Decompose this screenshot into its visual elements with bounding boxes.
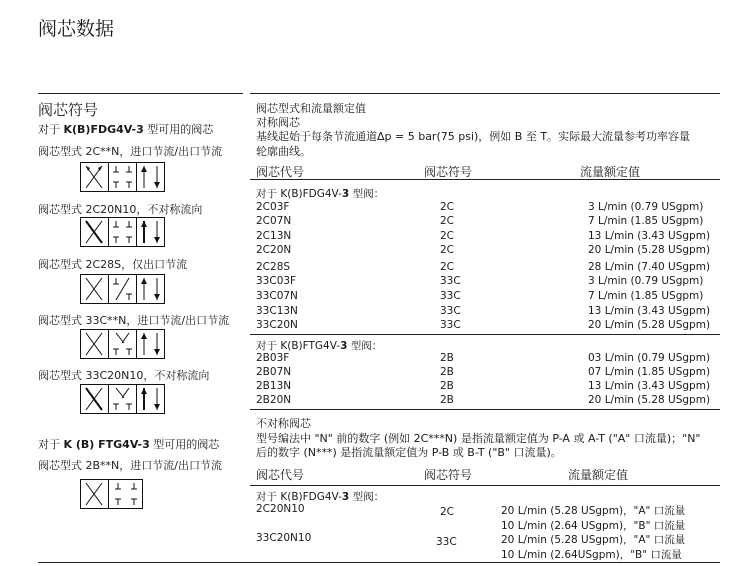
spool-label-2c: 阀芯型式 2C**N，进口节流/出口节流 bbox=[38, 145, 223, 158]
asym-line-1: 型号编法中 "N" 前的数字 (例如 2C***N) 是指流量额定值为 P-A 或 A-T ("A" 口流量)；"N" bbox=[256, 432, 701, 445]
table-cell: 07 L/min (1.85 USgpm) bbox=[588, 366, 711, 378]
table-cell: 13 L/min (3.43 USgpm) bbox=[588, 230, 711, 242]
valve-symbol-33c20n10-icon bbox=[80, 384, 165, 414]
spool-label-33c: 阀芯型式 33C**N，进口节流/出口节流 bbox=[38, 314, 230, 327]
table-cell: 20 L/min (5.28 USgpm) bbox=[588, 319, 711, 331]
table-cell: 2C bbox=[440, 230, 455, 242]
table-cell: 20 L/min (5.28 USgpm) bbox=[588, 244, 711, 256]
table-cell: 2B bbox=[440, 380, 454, 392]
table-cell: 7 L/min (1.85 USgpm) bbox=[588, 215, 704, 227]
table-cell: 2C bbox=[440, 201, 455, 213]
table-cell: 33C bbox=[440, 290, 461, 302]
valve-symbol-2c-icon bbox=[80, 162, 165, 192]
table-cell: 2B07N bbox=[256, 366, 292, 378]
table-cell: 10 L/min (2.64USgpm)，"B" 口流量 bbox=[501, 549, 682, 561]
table-cell: 2C03F bbox=[256, 201, 290, 213]
asym-header-code: 阀芯代号 bbox=[256, 468, 305, 482]
table-cell: 20 L/min (5.28 USgpm) bbox=[588, 394, 711, 406]
table-cell: 3 L/min (0.79 USgpm) bbox=[588, 275, 704, 287]
table-cell: 33C bbox=[440, 319, 461, 331]
asym-header-divider bbox=[250, 485, 720, 486]
table-cell: 20 L/min (5.28 USgpm)，"A" 口流量 bbox=[501, 534, 686, 546]
table-header-divider bbox=[250, 179, 720, 180]
group-divider bbox=[250, 334, 720, 335]
table-cell: 10 L/min (2.64 USgpm)，"B" 口流量 bbox=[501, 520, 686, 532]
valve-symbol-2c20n10-icon bbox=[80, 217, 165, 247]
table-cell: 2B bbox=[440, 352, 454, 364]
table-cell: 2C bbox=[440, 215, 455, 227]
desc-line-2: 轮廓曲线。 bbox=[256, 145, 311, 158]
header-flow: 流量额定值 bbox=[580, 165, 641, 179]
valve-symbol-33c-icon bbox=[80, 329, 165, 359]
header-code: 阀芯代号 bbox=[256, 165, 305, 179]
top-divider-right bbox=[250, 93, 720, 94]
table-cell: 33C03F bbox=[256, 275, 297, 287]
ftg4v-subtitle: 对于 K (B) FTG4V-3 型可用的阀芯 bbox=[38, 438, 220, 451]
valve-symbol-2b-icon bbox=[80, 479, 145, 509]
valve-symbol-2c28s-icon bbox=[80, 274, 165, 304]
bottom-divider bbox=[38, 562, 720, 563]
group2-title: 对于 K(B)FTG4V-3 型阀： bbox=[256, 340, 383, 352]
table-cell: 2C20N bbox=[256, 244, 292, 256]
spool-label-2b: 阀芯型式 2B**N，进口节流/出口节流 bbox=[38, 459, 222, 472]
table-cell: 2B bbox=[440, 366, 454, 378]
spool-label-33c20n10: 阀芯型式 33C20N10，不对称流向 bbox=[38, 369, 210, 382]
table-cell: 33C bbox=[440, 275, 461, 287]
spool-label-2c28s: 阀芯型式 2C28S，仅出口节流 bbox=[38, 258, 188, 271]
table-cell: 33C bbox=[440, 305, 461, 317]
table-cell: 28 L/min (7.40 USgpm) bbox=[588, 261, 711, 273]
table-cell: 2B20N bbox=[256, 394, 292, 406]
table-cell: 2C28S bbox=[256, 261, 291, 273]
asym-line-2: 后的数字 (N***) 是指流量额定值为 P-B 或 B-T ("B" 口流量)。 bbox=[256, 446, 562, 459]
page-title: 阀芯数据 bbox=[38, 18, 115, 40]
table-cell: 2C bbox=[440, 244, 455, 256]
top-divider bbox=[38, 93, 243, 94]
table-cell: 2B bbox=[440, 394, 454, 406]
table-cell: 33C07N bbox=[256, 290, 298, 302]
table-cell: 13 L/min (3.43 USgpm) bbox=[588, 305, 711, 317]
table-cell: 33C20N bbox=[256, 319, 298, 331]
sym-spool-title: 对称阀芯 bbox=[256, 116, 300, 129]
table-cell: 2C20N10 bbox=[256, 503, 305, 515]
table-cell: 2C bbox=[440, 261, 455, 273]
table-cell: 2C bbox=[440, 506, 455, 518]
spool-label-2c20n10: 阀芯型式 2C20N10，不对称流向 bbox=[38, 203, 203, 216]
group3-title: 对于 K(B)FDG4V-3 型阀： bbox=[256, 491, 385, 503]
table-cell: 2C13N bbox=[256, 230, 292, 242]
asym-title: 不对称阀芯 bbox=[256, 417, 311, 430]
table-cell: 2B03F bbox=[256, 352, 290, 364]
table-cell: 7 L/min (1.85 USgpm) bbox=[588, 290, 704, 302]
table-cell: 2B13N bbox=[256, 380, 292, 392]
desc-line-1: 基线起始于每条节流通道Δp = 5 bar(75 psi)，例如 B 至 T。实际最大流量参考功率容量 bbox=[256, 130, 691, 143]
table-cell: 20 L/min (5.28 USgpm)，"A" 口流量 bbox=[501, 505, 686, 517]
table-cell: 33C13N bbox=[256, 305, 298, 317]
table-cell: 03 L/min (0.79 USgpm) bbox=[588, 352, 711, 364]
section-title: 阀芯型式和流量额定值 bbox=[256, 102, 366, 115]
header-symbol: 阀芯符号 bbox=[424, 165, 473, 179]
table-cell: 33C20N10 bbox=[256, 532, 312, 544]
asym-header-symbol: 阀芯符号 bbox=[424, 468, 473, 482]
table-cell: 33C bbox=[436, 536, 457, 548]
spool-symbols-title: 阀芯符号 bbox=[38, 101, 99, 119]
asym-header-flow: 流量额定值 bbox=[568, 468, 629, 482]
table-cell: 13 L/min (3.43 USgpm) bbox=[588, 380, 711, 392]
group1-title: 对于 K(B)FDG4V-3 型阀： bbox=[256, 188, 385, 200]
fdg4v-subtitle: 对于 K(B)FDG4V-3 型可用的阀芯 bbox=[38, 123, 214, 136]
table-cell: 2C07N bbox=[256, 215, 292, 227]
asym-divider bbox=[250, 409, 720, 410]
table-cell: 3 L/min (0.79 USgpm) bbox=[588, 201, 704, 213]
